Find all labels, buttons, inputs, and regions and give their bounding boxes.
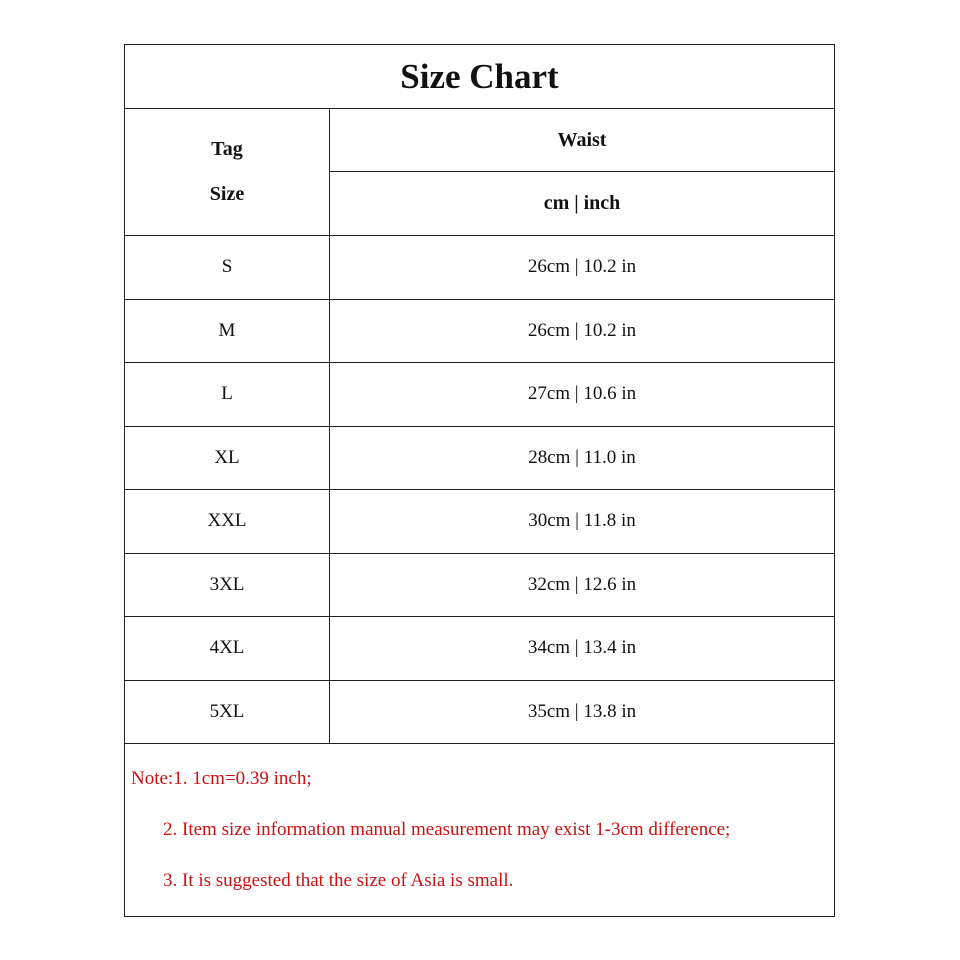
size-cell: 3XL (125, 554, 330, 617)
table-body (125, 236, 834, 744)
waist-cell: 32cm | 12.6 in (527, 573, 637, 595)
waist-cell: 28cm | 11.0 in (528, 446, 636, 468)
waist-cell: 35cm | 13.8 in (527, 700, 637, 722)
tag-size-header (125, 109, 330, 235)
notes-section (125, 744, 834, 916)
table-row (125, 300, 834, 364)
waist-cell: 34cm | 13.4 in (527, 637, 637, 659)
waist-header: Waist (330, 109, 834, 172)
table-row (125, 427, 834, 491)
waist-cell: 26cm | 10.2 in (527, 319, 637, 341)
chart-title: Size Chart (125, 45, 834, 109)
table-row (125, 681, 834, 745)
size-cell: 4XL (125, 617, 330, 680)
size-cell: XL (125, 427, 330, 490)
size-cell: 5XL (125, 681, 330, 744)
note-line-3: 3. It is suggested that the size of Asia is small. (163, 870, 514, 891)
table-header (125, 109, 834, 236)
waist-cell: 30cm | 11.8 in (528, 510, 636, 532)
note-line-2: 2. Item size information manual measurement may exist 1-3cm difference; (163, 819, 731, 840)
size-cell: L (125, 363, 330, 426)
size-cell: XXL (125, 490, 330, 553)
tag-size-header-line1: Tag (211, 138, 243, 160)
unit-header: cm | inch (543, 192, 621, 214)
table-row (125, 363, 834, 427)
table-row (125, 236, 834, 300)
waist-cell: 26cm | 10.2 in (527, 256, 637, 278)
note-line-1: Note:1. 1cm=0.39 inch; (131, 768, 312, 789)
table-row (125, 617, 834, 681)
tag-size-header-line2: Size (209, 183, 245, 205)
table-row (125, 554, 834, 618)
table-row (125, 490, 834, 554)
size-cell: S (125, 236, 330, 299)
size-cell: M (125, 300, 330, 363)
size-chart-table (124, 44, 835, 917)
waist-cell: 27cm | 10.6 in (527, 383, 637, 405)
